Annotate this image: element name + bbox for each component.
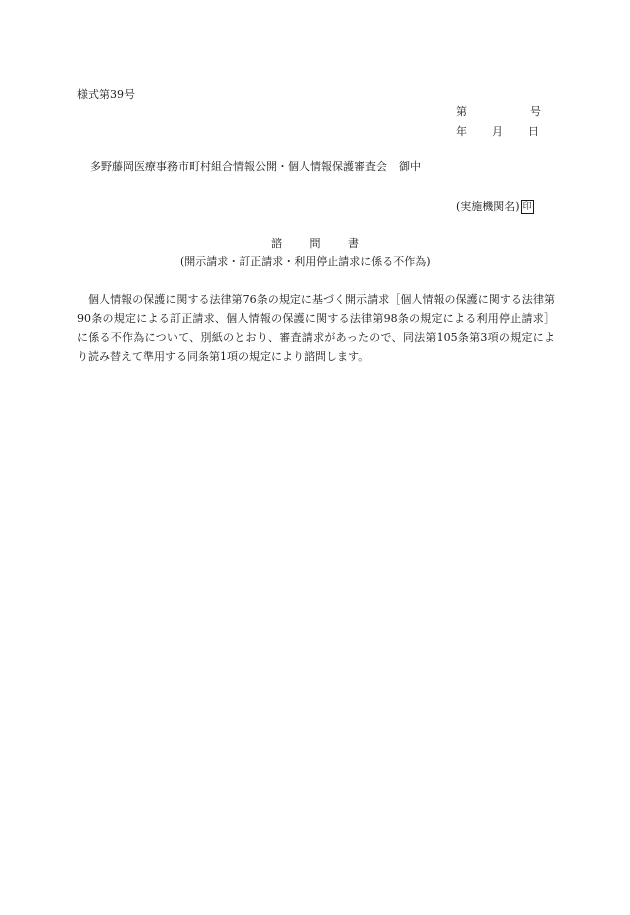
document-number-suffix: 号 [530,105,541,118]
title-char-1: 諮 [271,237,282,250]
title-char-2: 問 [309,237,321,250]
date-month: 月 [492,125,503,138]
addressee-honorific: 御中 [399,160,421,173]
document-number-line [456,103,541,119]
document-number-prefix: 第 [456,105,467,118]
document-subtitle: (開示請求・訂正請求・利用停止請求に係る不作為) [180,255,431,268]
title-char-3: 書 [348,237,359,250]
body-paragraph: 個人情報の保護に関する法律第76条の規定に基づく開示請求［個人情報の保護に関する法律第90条の規定による訂正請求、個人情報の保護に関する法律第98条の規定による利用停止請求］に係る不作為について、別紙のとおり、審査請求があったので、同法第105条第3項の規定により読み替えて準用する同条第1項の規定により諮問します。 [77,293,555,363]
date-day: 日 [528,125,539,138]
agency-name-line [456,198,534,214]
addressee-name: 多野藤岡医療事務市町村組合情報公開・個人情報保護審査会 [90,160,387,173]
date-year: 年 [456,125,467,138]
agency-label: (実施機関名) [456,200,520,213]
form-number: 様式第39号 [77,88,135,101]
document-title [271,235,359,251]
seal-mark: 印 [522,202,532,212]
addressee [90,158,421,174]
